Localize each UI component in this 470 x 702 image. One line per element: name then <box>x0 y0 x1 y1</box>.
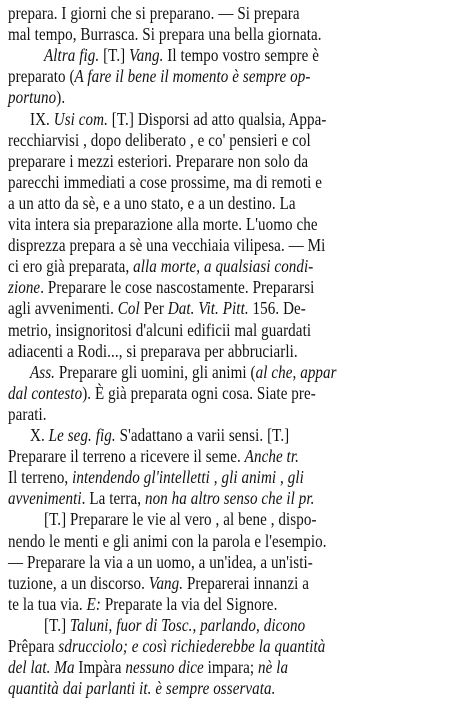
text-run: Prêpara <box>8 636 59 656</box>
text-line <box>8 340 398 362</box>
italic-text: Vang. <box>129 45 164 66</box>
text-line <box>8 677 398 699</box>
text-run: mal tempo, Burrasca. Si prepara una bella giornata. <box>8 24 322 45</box>
italic-text: nè la <box>258 657 289 678</box>
italic-text: Col <box>117 298 140 319</box>
text-line <box>8 192 398 214</box>
italic-text: Vang. <box>148 572 184 593</box>
text-run: Il terreno, <box>8 467 73 488</box>
text-run: agli avvenimenti. <box>8 298 118 319</box>
text-line <box>30 108 420 130</box>
text-line <box>8 129 398 151</box>
text-run: metrio, insignoritosi d'alcuni edificii mal guardati <box>8 319 312 340</box>
text-run: [T.] Preparare le vie al vero , al bene , dispo- <box>44 509 317 530</box>
text-line <box>8 593 398 615</box>
text-line <box>8 234 398 256</box>
text-line <box>44 44 434 66</box>
italic-text: al che, appar <box>255 361 337 382</box>
text-line <box>8 530 398 552</box>
italic-text: Le seg. fig. <box>48 425 116 445</box>
text-line <box>8 487 398 509</box>
text-run: Preparare il terreno a ricevere il seme. <box>8 446 245 467</box>
text-run: . Preparare le cose nascostamente. Prepararsi <box>40 277 315 298</box>
italic-text: Anche tr. <box>244 446 299 467</box>
text-run: impara; <box>203 657 259 678</box>
text-run: IX. <box>30 108 54 129</box>
italic-text: sdrucciolo; e così richiederebbe la quantità <box>58 636 326 656</box>
text-run: recchiarvisi , dopo deliberato , e co' pensieri e col <box>8 129 311 150</box>
text-line <box>8 213 398 235</box>
text-line <box>8 255 398 277</box>
italic-text: E: <box>86 593 101 614</box>
text-run: te la tua via. <box>8 593 87 614</box>
text-run: preparato ( <box>8 66 75 87</box>
italic-text: portuno <box>8 87 57 108</box>
text-run: ci ero già preparata, <box>8 256 134 277</box>
text-run: nendo le menti e gli animi con la parola e l'esempio. <box>8 530 327 551</box>
italic-text: Altra fig. <box>44 45 100 66</box>
italic-text: quantità dai parlanti it. è sempre osservata. <box>8 678 276 699</box>
text-line <box>8 551 398 573</box>
italic-text: Dat. Vit. Pitt. <box>167 298 249 319</box>
italic-text: non ha altro senso che il pr. <box>144 488 315 509</box>
text-line <box>30 424 420 446</box>
text-run: [T.] <box>99 45 130 66</box>
italic-text: alla morte, a qualsiasi condi- <box>133 256 314 277</box>
text-run: Per <box>139 298 168 319</box>
italic-text: avvenimenti <box>8 488 82 509</box>
text-line <box>8 656 398 678</box>
text-run: Impàra <box>74 657 126 678</box>
text-line <box>8 466 398 488</box>
text-run: vita intera sia preparazione alla morte. L'uomo che <box>8 214 318 234</box>
text-run: S'adattano a varii sensi. [T.] <box>115 425 290 445</box>
text-run: Preparerai innanzi a <box>183 572 310 593</box>
text-line <box>8 572 398 594</box>
text-run: [T.] <box>44 614 71 635</box>
text-line <box>8 2 398 24</box>
text-run: preparare i mezzi esteriori. Preparare non solo da <box>8 150 309 171</box>
italic-text: zione <box>8 277 41 298</box>
italic-text: Ass. <box>30 361 56 382</box>
text-line <box>8 65 398 87</box>
text-line <box>8 297 398 319</box>
italic-text: Usi com. <box>53 108 108 129</box>
text-line <box>8 445 398 467</box>
text-run: — Preparare la via a un uomo, a un'idea, a un'isti- <box>8 551 313 572</box>
italic-text: A fare il bene il momento è sempre op- <box>74 66 311 87</box>
text-line <box>8 382 398 404</box>
text-run: ). <box>56 87 66 108</box>
text-line <box>8 86 398 108</box>
text-line <box>8 171 398 193</box>
text-run: parati. <box>8 403 47 424</box>
text-run: . La terra, <box>81 488 145 509</box>
text-line <box>30 361 420 383</box>
text-run: Il tempo vostro sempre è <box>163 45 319 66</box>
text-line <box>8 319 398 341</box>
text-run: disprezza prepara a sè una vecchiaia vilipesa. — Mi <box>8 235 326 256</box>
text-run: ). È già preparata ogni cosa. Siate pre- <box>82 382 316 403</box>
italic-text: dal contesto <box>8 382 83 403</box>
text-run: prepara. I giorni che si preparano. — Si prepara <box>8 3 300 23</box>
text-run: Preparate la via del Signore. <box>100 593 278 614</box>
italic-text: Taluni, fuor di Tosc., parlando, dicono <box>70 614 306 635</box>
text-run: parecchi immediati a cose prossime, ma di remoti e <box>8 171 322 192</box>
italic-text: del lat. Ma <box>8 657 75 678</box>
text-line <box>44 614 434 636</box>
text-line <box>8 23 398 45</box>
text-line <box>44 508 434 530</box>
text-run: [T.] Disporsi ad atto qualsia, Appa- <box>107 108 327 129</box>
text-run: adiacenti a Rodi..., si preparava per abbruciarli. <box>8 340 298 361</box>
text-run: X. <box>30 425 49 445</box>
italic-text: nessuno dice <box>125 657 204 678</box>
text-run: 156. De- <box>248 298 306 319</box>
italic-text: intendendo gl'intelletti , gli animi , gli <box>72 467 304 488</box>
text-line <box>8 276 398 298</box>
text-run: Preparare gli uomini, gli animi ( <box>55 361 256 382</box>
text-line <box>8 403 398 425</box>
text-line <box>8 150 398 172</box>
text-run: a un atto da sè, e a uno stato, e a un destino. La <box>8 192 296 213</box>
text-line <box>8 635 398 657</box>
text-run: tuzione, a un discorso. <box>8 572 149 593</box>
